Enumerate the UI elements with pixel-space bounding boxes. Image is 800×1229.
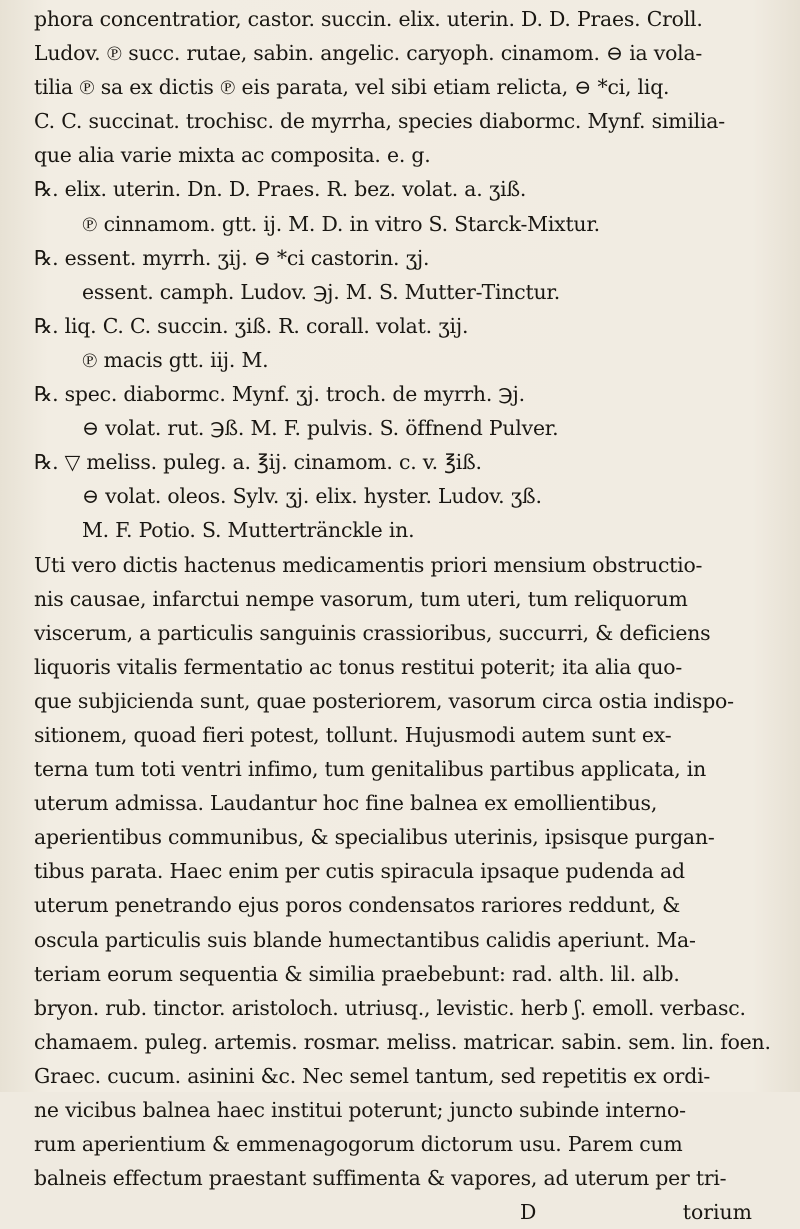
recipe-line: essent. camph. Ludov. ℈j. M. S. Mutter-Tinctur. [82, 279, 561, 304]
text-line: bryon. rub. tinctor. aristoloch. utriusq., levistic. herb ʃ. emoll. verbasc. [34, 995, 746, 1020]
text-line: Ludov. ℗ succ. rutae, sabin. angelic. caryoph. cinamom. ⊖ ia vola- [34, 41, 703, 66]
recipe-line: ℗ cinnamom. gtt. ij. M. D. in vitro S. Starck-Mixtur. [82, 211, 600, 236]
text-line: chamaem. puleg. artemis. rosmar. meliss. matricar. sabin. sem. lin. foen. [34, 1029, 771, 1054]
text-line: liquoris vitalis fermentatio ac tonus restitui poterit; ita alia quo- [34, 654, 683, 679]
text-line: oscula particulis suis blande humectantibus calidis aperiunt. Ma- [34, 927, 696, 952]
text-line: Graec. cucum. asinini &c. Nec semel tantum, sed repetitis ex ordi- [34, 1063, 711, 1088]
recipe-line: ℞. elix. uterin. Dn. D. Praes. R. bez. volat. a. ʒiß. [34, 177, 527, 202]
text-line: teriam eorum sequentia & similia praebebunt: rad. alth. lil. alb. [34, 961, 680, 986]
text-line: uterum admissa. Laudantur hoc fine balnea ex emollientibus, [34, 791, 658, 816]
text-line: Uti vero dictis hactenus medicamentis priori mensium obstructio- [34, 552, 703, 577]
catchword: torium [682, 1200, 752, 1225]
recipe-line: ℞. spec. diabormc. Mynf. ʒj. troch. de myrrh. ℈j. [34, 382, 525, 407]
text-line: rum aperientium & emmenagogorum dictorum usu. Parem cum [34, 1132, 683, 1157]
text-line: balneis effectum praestant suffimenta & vapores, ad uterum per tri- [34, 1166, 727, 1191]
text-line: ne vicibus balnea haec institui poterunt; juncto subinde interno- [34, 1098, 686, 1122]
text-line: aperientibus communibus, & specialibus uterinis, ipsisque purgan- [34, 825, 715, 850]
text-line: que subjicienda sunt, quae posteriorem, vasorum circa ostia indispo- [34, 688, 734, 713]
text-line: nis causae, infarctui nempe vasorum, tum uteri, tum reliquorum [34, 586, 688, 611]
recipe-line: M. F. Potio. S. Muttertränckle in. [82, 518, 415, 543]
text-line: sitionem, quoad fieri potest, tollunt. Hujusmodi autem sunt ex- [34, 722, 672, 747]
text-line: que alia varie mixta ac composita. e. g. [34, 143, 431, 168]
text-line: uterum penetrando ejus poros condensatos rariores reddunt, & [34, 893, 681, 918]
text-line: phora concentratior, castor. succin. elix. uterin. D. D. Praes. Croll. [34, 7, 703, 31]
recipe-line: ℞. liq. C. C. succin. ʒiß. R. corall. volat. ʒij. [34, 313, 469, 338]
recipe-line: ℞. essent. myrrh. ʒij. ⊖ *ci castorin. ʒj. [34, 245, 430, 270]
recipe-line: ⊖ volat. rut. ℈ß. M. F. pulvis. S. öffnend Pulver. [82, 416, 559, 441]
text-line: terna tum toti ventri infimo, tum genitalibus partibus applicata, in [34, 757, 707, 782]
text-line: tilia ℗ sa ex dictis ℗ eis parata, vel sibi etiam relicta, ⊖ *ci, liq. [34, 75, 670, 100]
page-footer [34, 1195, 774, 1229]
text-line: viscerum, a particulis sanguinis crassioribus, succurri, & deficiens [34, 620, 711, 645]
recipe-line: ⊖ volat. oleos. Sylv. ʒj. elix. hyster. Ludov. ʒß. [82, 484, 542, 509]
recipe-line: ℞. ▽ meliss. puleg. a. ℥ij. cinamom. c. v. ℥iß. [34, 450, 482, 475]
recipe-line: ℗ macis gtt. iij. M. [82, 347, 269, 372]
signature-mark: D [520, 1200, 537, 1225]
text-line: C. C. succinat. trochisc. de myrrha, species diabormc. Mynf. similia- [34, 109, 725, 134]
text-line: tibus parata. Haec enim per cutis spiracula ipsaque pudenda ad [34, 859, 685, 884]
